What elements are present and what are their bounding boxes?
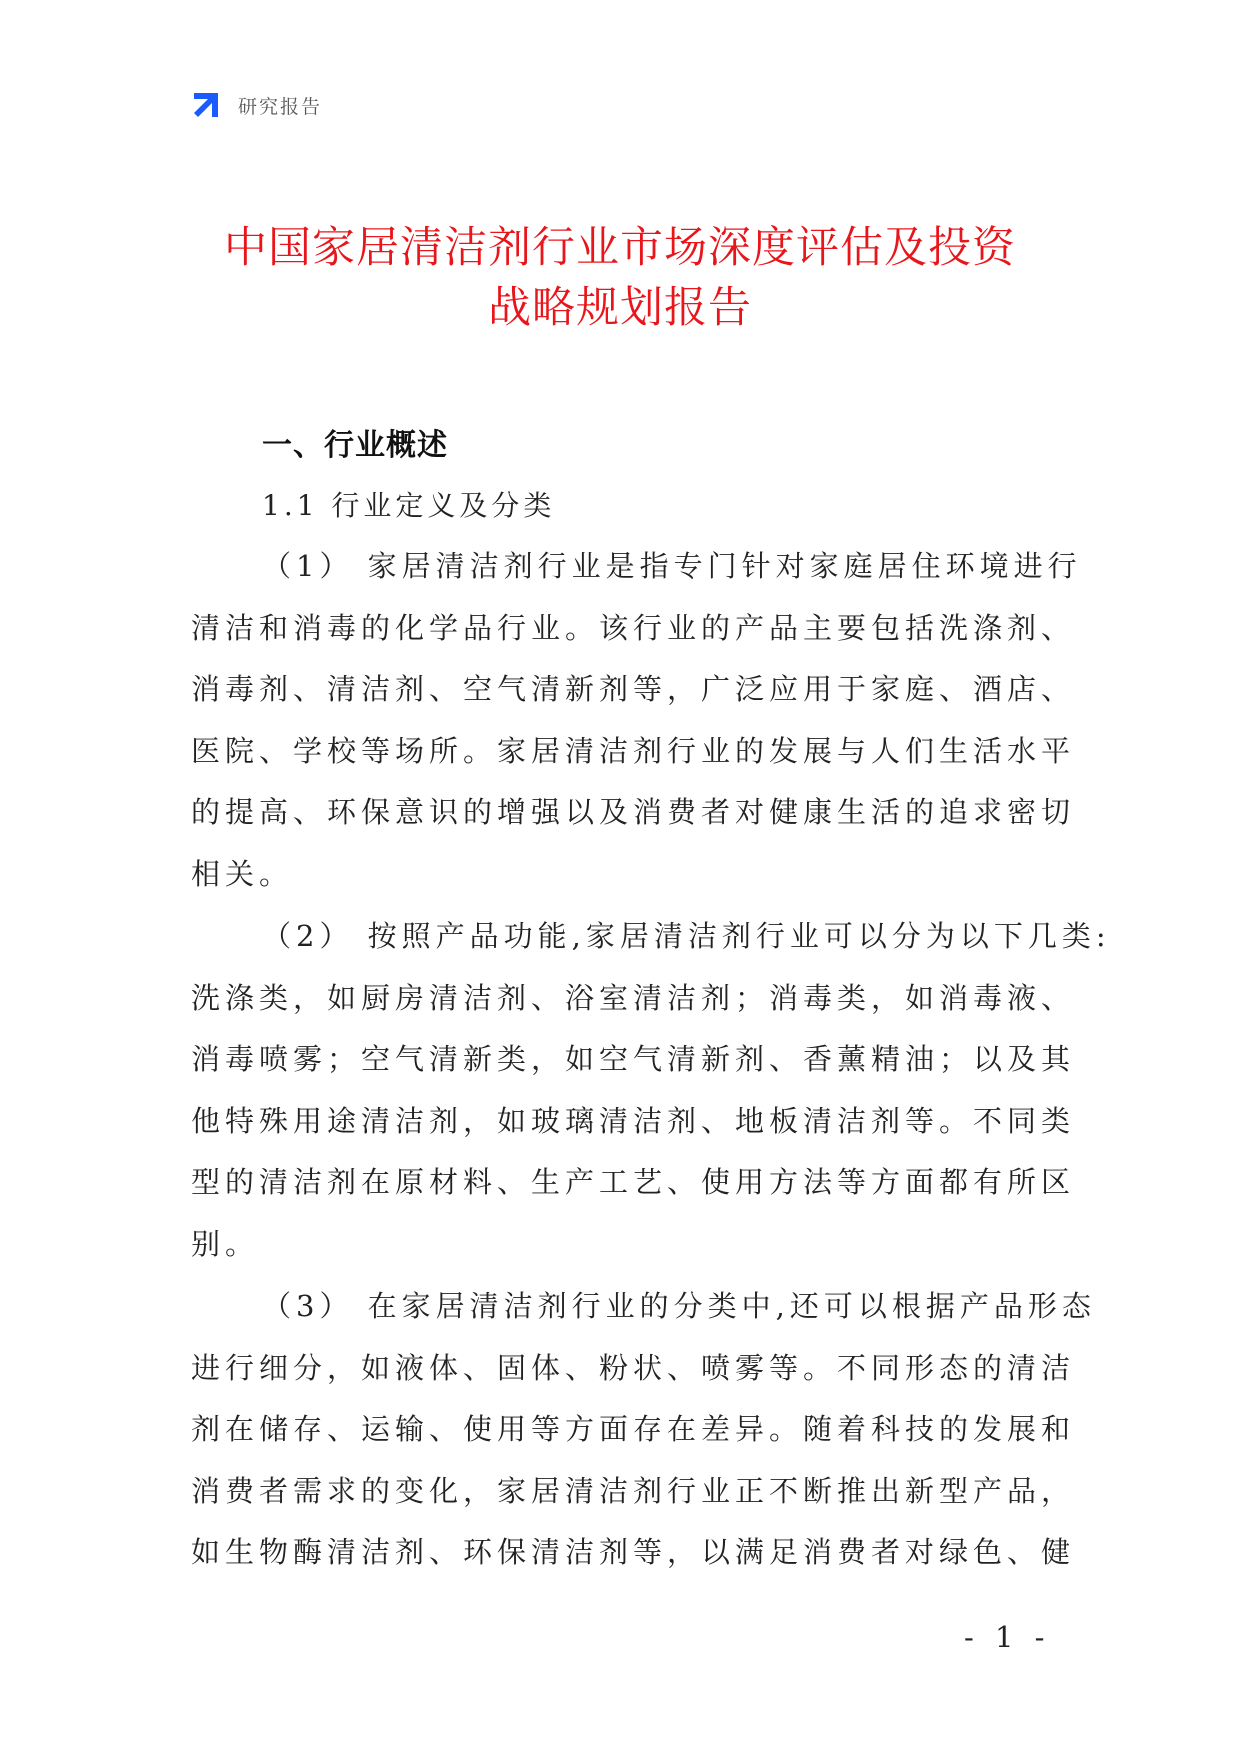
paragraph-line: 如生物酶清洁剂、环保清洁剂等，以满足消费者对绿色、健	[191, 1535, 1076, 1570]
document-title	[180, 218, 1060, 338]
paragraph-line: 清洁和消毒的化学品行业。该行业的产品主要包括洗涤剂、	[191, 610, 1076, 645]
paragraph-line: 消费者需求的变化，家居清洁剂行业正不断推出新型产品，	[191, 1473, 1076, 1508]
paragraph-line: （1） 家居清洁剂行业是指专门针对家庭居住环境进行	[262, 549, 1082, 583]
paragraph-line: 型的清洁剂在原材料、生产工艺、使用方法等方面都有所区	[191, 1165, 1076, 1200]
paragraph-line: （2） 按照产品功能,家居清洁剂行业可以分为以下几类:	[262, 919, 1111, 953]
subsection-heading: 1.1 行业定义及分类	[262, 489, 556, 522]
title-line-1: 中国家居清洁剂行业市场深度评估及投资	[224, 223, 1016, 273]
paragraph-line: 进行细分，如液体、固体、粉状、喷雾等。不同形态的清洁	[191, 1350, 1076, 1385]
report-header	[190, 88, 322, 122]
paragraph-2	[191, 906, 1111, 1276]
section-heading: 一、行业概述	[262, 428, 448, 463]
paragraph-1	[191, 536, 1082, 906]
paragraph-line: 相关。	[191, 856, 294, 891]
paragraph-line: 消毒喷雾；空气清新类，如空气清新剂、香薰精油；以及其	[191, 1042, 1076, 1077]
paragraph-line: 剂在储存、运输、使用等方面存在差异。随着科技的发展和	[191, 1412, 1076, 1447]
paragraph-line: （3） 在家居清洁剂行业的分类中,还可以根据产品形态	[262, 1289, 1096, 1323]
arrow-up-right-icon	[190, 89, 222, 121]
paragraph-line: 别。	[191, 1226, 260, 1261]
paragraph-line: 洗涤类，如厨房清洁剂、浴室清洁剂；消毒类，如消毒液、	[191, 980, 1076, 1015]
paragraph-3	[191, 1276, 1096, 1584]
page-number: - 1 -	[964, 1620, 1051, 1654]
paragraph-line: 医院、学校等场所。家居清洁剂行业的发展与人们生活水平	[191, 733, 1076, 768]
title-line-2: 战略规划报告	[488, 283, 752, 333]
header-label: 研究报告	[238, 95, 323, 118]
paragraph-line: 的提高、环保意识的增强以及消费者对健康生活的追求密切	[191, 795, 1076, 830]
paragraph-line: 他特殊用途清洁剂，如玻璃清洁剂、地板清洁剂等。不同类	[191, 1103, 1076, 1138]
paragraph-line: 消毒剂、清洁剂、空气清新剂等，广泛应用于家庭、酒店、	[191, 672, 1076, 707]
